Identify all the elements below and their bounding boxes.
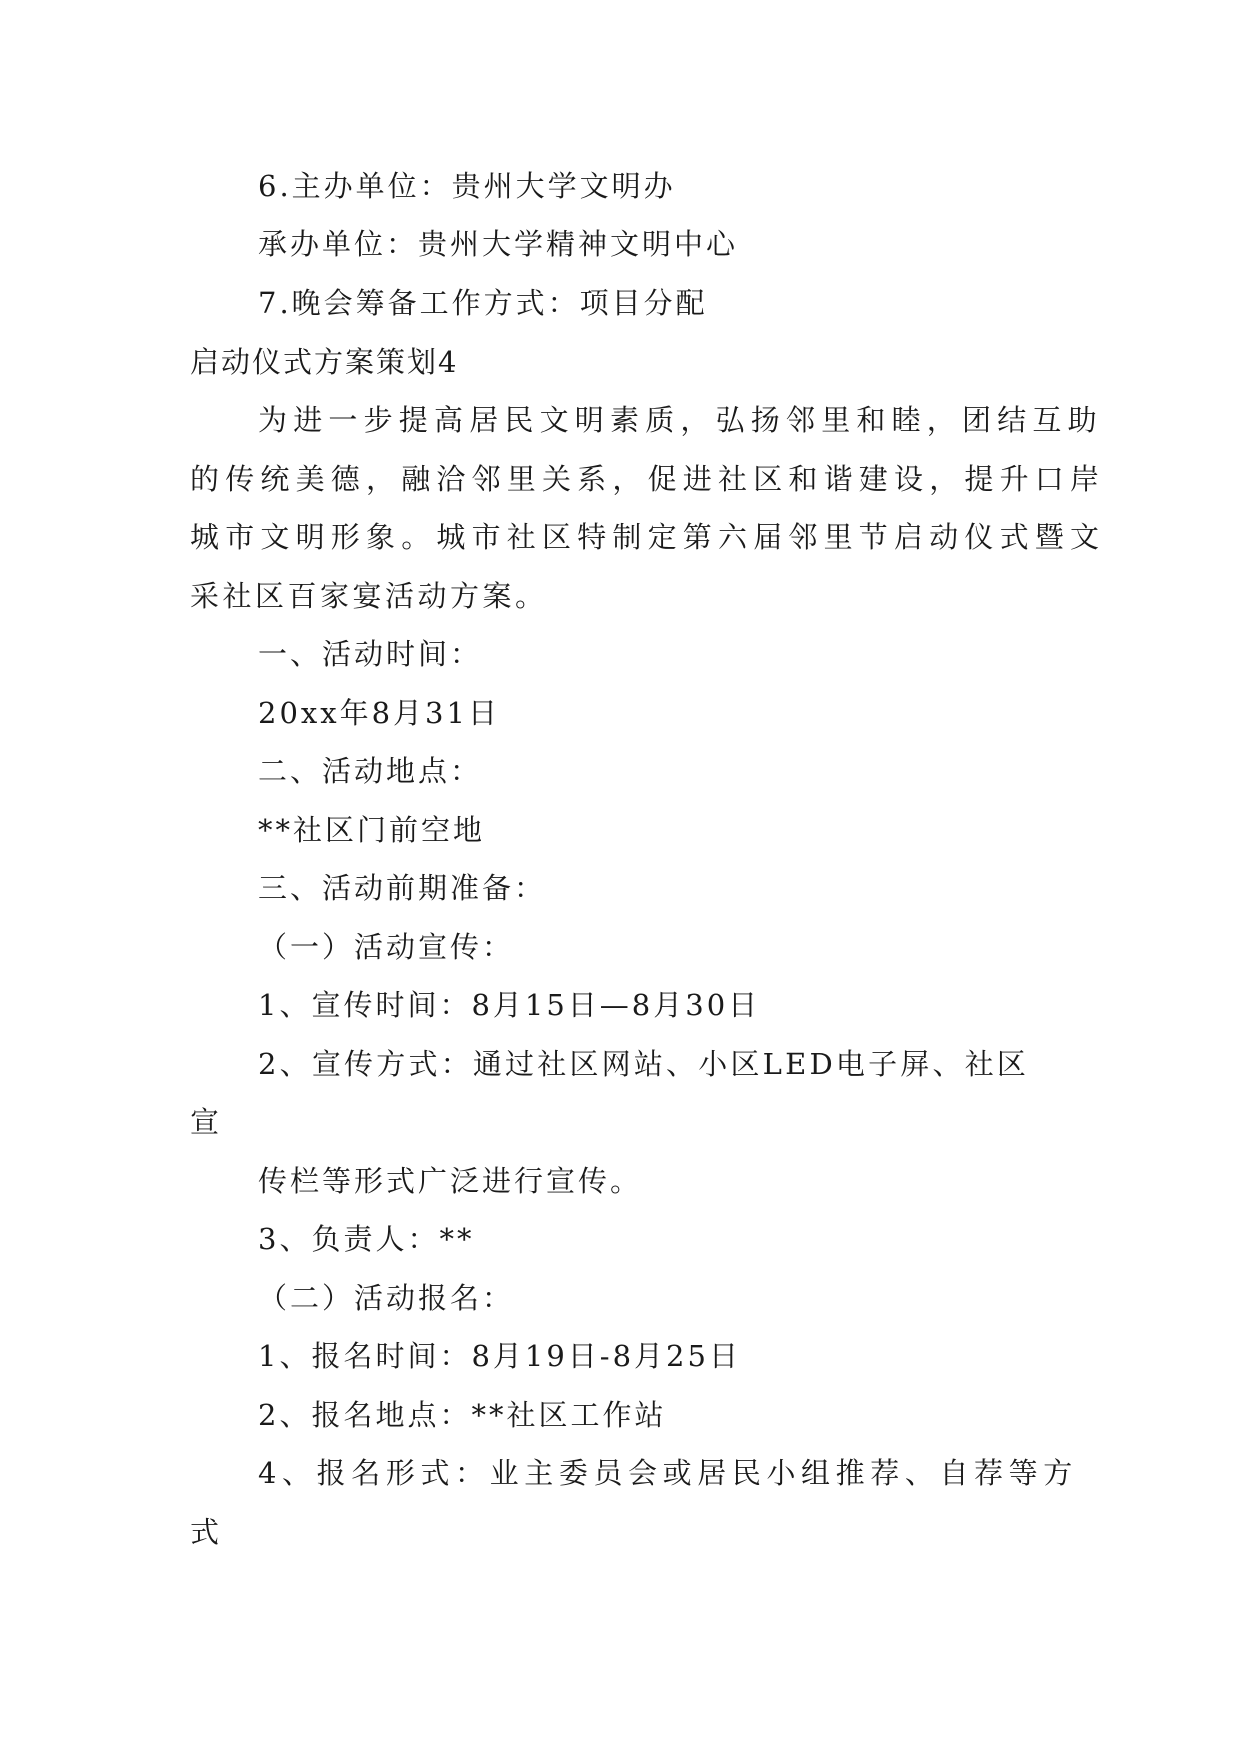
list-item: 2、宣传方式：通过社区网站、小区LED电子屏、社区: [258, 1047, 1030, 1081]
text-line-location: **社区门前空地: [258, 813, 486, 847]
subheading-activity-time: 一、活动时间：: [258, 637, 483, 671]
section-heading: 启动仪式方案策划4: [190, 345, 459, 379]
list-item-continuation: 传栏等形式广泛进行宣传。: [258, 1164, 643, 1198]
subheading-publicity: （一）活动宣传：: [258, 930, 515, 964]
subheading-preparation: 三、活动前期准备：: [258, 871, 547, 905]
text-line-date: 20xx年8月31日: [258, 696, 500, 730]
paragraph-line: 城市文明形象。城市社区特制定第六届邻里节启动仪式暨文: [190, 520, 1106, 554]
paragraph-line: 为进一步提高居民文明素质，弘扬邻里和睦，团结互助: [258, 403, 1103, 437]
list-item: 2、报名地点：**社区工作站: [258, 1398, 667, 1432]
list-item: 3、负责人：**: [258, 1222, 475, 1256]
list-item: 1、宣传时间：8月15日—8月30日: [258, 988, 761, 1022]
text-line-co-organizer: 承办单位：贵州大学精神文明中心: [258, 227, 739, 261]
list-item-continuation: 式: [190, 1515, 223, 1549]
list-item: 4、报名形式：业主委员会或居民小组推荐、自荐等方: [258, 1456, 1078, 1490]
subheading-activity-location: 二、活动地点：: [258, 754, 483, 788]
paragraph-line: 采社区百家宴活动方案。: [190, 579, 548, 613]
paragraph-line: 的传统美德，融洽邻里关系，促进社区和谐建设，提升口岸: [190, 462, 1106, 496]
text-line-preparation-method: 7.晚会筹备工作方式：项目分配: [258, 286, 708, 320]
list-item-continuation: 宣: [190, 1105, 223, 1139]
subheading-registration: （二）活动报名：: [258, 1281, 515, 1315]
list-item: 1、报名时间：8月19日-8月25日: [258, 1339, 741, 1373]
text-line-organizer: 6.主办单位：贵州大学文明办: [258, 169, 676, 203]
